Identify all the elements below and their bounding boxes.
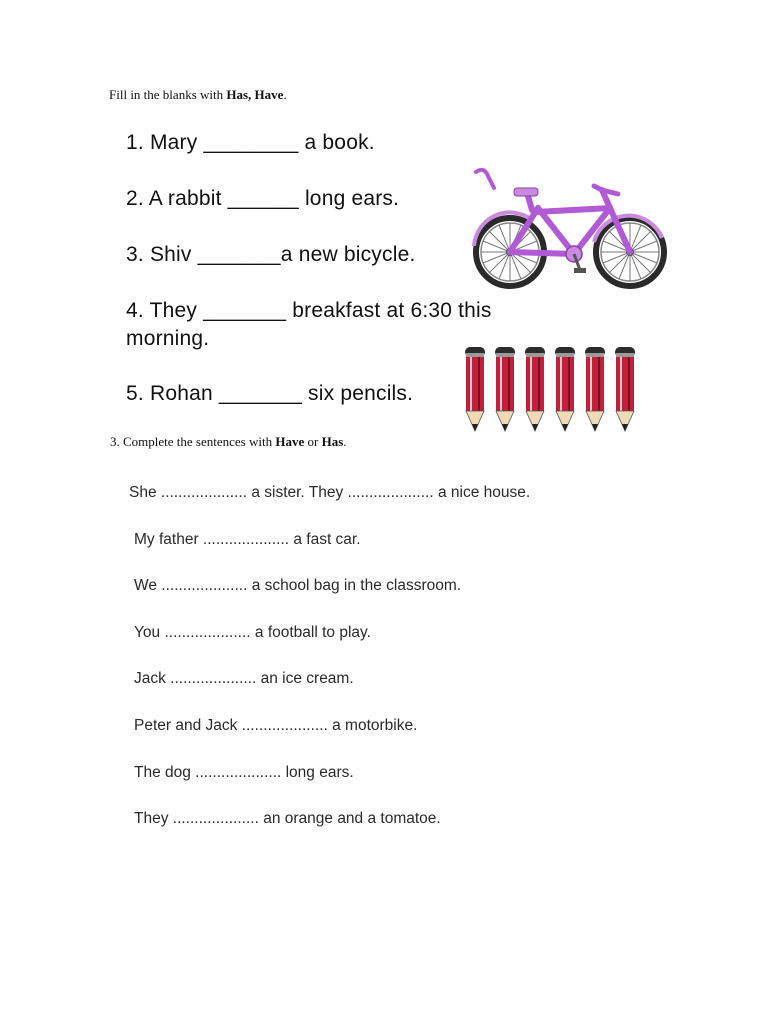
exercise-item-5: 5. Rohan _______ six pencils. [126, 382, 414, 405]
sentence-8: They .................... an orange and a tomatoe. [134, 810, 441, 827]
exercise-item-4-continued: morning. [126, 327, 210, 350]
exercise-item-1: 1. Mary ________ a book. [126, 131, 375, 154]
exercise-item-2: 2. A rabbit ______ long ears. [126, 187, 400, 210]
sentence-2: My father .................... a fast car. [134, 531, 361, 548]
instruction-line: Fill in the blanks with Has, Have. [109, 87, 287, 102]
sentence-4: You .................... a football to play. [134, 624, 371, 641]
exercise-item-3: 3. Shiv _______a new bicycle. [126, 243, 416, 266]
section-2-heading: 3. Complete the sentences with Have or Has. [110, 434, 347, 449]
bicycle-image [470, 168, 670, 292]
sentence-1: She .................... a sister. They .................... a nice house. [129, 484, 531, 501]
sentence-3: We .................... a school bag in the classroom. [134, 577, 462, 594]
exercise-item-4: 4. They _______ breakfast at 6:30 this [126, 299, 492, 322]
pencils-image [463, 345, 647, 435]
sentence-6: Peter and Jack .................... a motorbike. [134, 717, 418, 734]
sentence-7: The dog .................... long ears. [134, 764, 354, 781]
sentence-5: Jack .................... an ice cream. [134, 670, 354, 687]
